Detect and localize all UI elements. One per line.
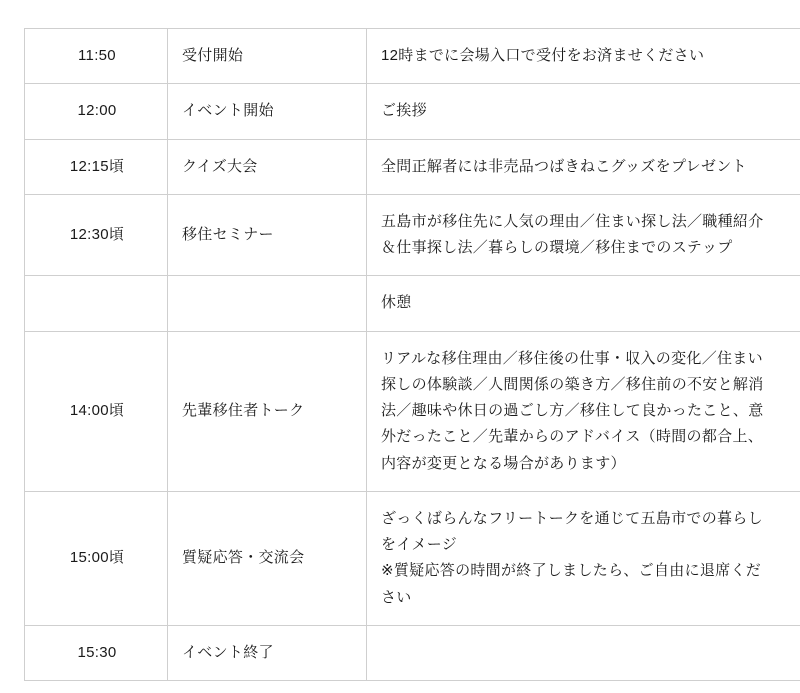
schedule-table-body [25,29,800,681]
description-line: 休憩 [381,294,412,312]
row-time: 12:00 [25,84,168,139]
row-title: イベント開始 [168,84,367,139]
description-line: ＆仕事探し法／暮らしの環境／移住までのステップ [381,239,733,256]
description-line: ※質疑応答の時間が終了しましたら、ご自由に退席くだ [381,562,762,580]
table-row [25,84,800,139]
description-line [381,640,800,666]
row-time: 15:00頃 [25,491,168,625]
description-line: ご挨拶 [381,102,427,120]
row-description [367,625,800,680]
description-line: リアルな移住理由／移住後の仕事・収入の変化／住まい [381,349,763,367]
row-time: 14:00頃 [25,331,168,491]
row-time: 12:15頃 [25,139,168,194]
table-row [25,139,800,194]
row-time: 12:30頃 [25,194,168,276]
row-title: 受付開始 [168,29,367,84]
row-time: 15:30 [25,625,168,680]
row-time: 11:50 [25,29,168,84]
row-title: クイズ大会 [168,139,367,194]
row-title: 先輩移住者トーク [168,331,367,491]
row-description [367,29,800,84]
table-row [25,276,800,331]
row-description [367,84,800,139]
row-description [367,331,800,491]
description-line: 探しの体験談／人間関係の築き方／移住前の不安と解消 [381,375,764,393]
description-line: 全問正解者には非売品つばきねこグッズをプレゼント [381,157,747,175]
table-row [25,29,800,84]
row-description [367,194,800,276]
description-line: 内容が変更となる場合があります） [381,454,626,472]
table-row [25,331,800,491]
row-description [367,276,800,331]
row-description [367,491,800,625]
description-line: さい [381,588,412,606]
row-title: イベント終了 [168,625,367,680]
table-row [25,625,800,680]
row-time [25,276,168,331]
description-line: をイメージ [381,536,458,553]
row-title: 移住セミナー [168,194,367,276]
schedule-table [24,28,800,681]
row-title [168,276,367,331]
description-line: 法／趣味や休日の過ごし方／移住して良かったこと、意 [381,402,764,419]
description-line: 12時までに会場入口で受付をお済ませください [381,47,705,64]
table-row [25,491,800,625]
description-line: ざっくばらんなフリートークを通じて五島市での暮らし [381,509,763,527]
row-title: 質疑応答・交流会 [168,491,367,625]
table-row [25,194,800,276]
description-line: 五島市が移住先に人気の理由／住まい探し法／職種紹介 [381,212,764,230]
row-description [367,139,800,194]
description-line: 外だったこと／先輩からのアドバイス（時間の都合上、 [381,428,764,446]
